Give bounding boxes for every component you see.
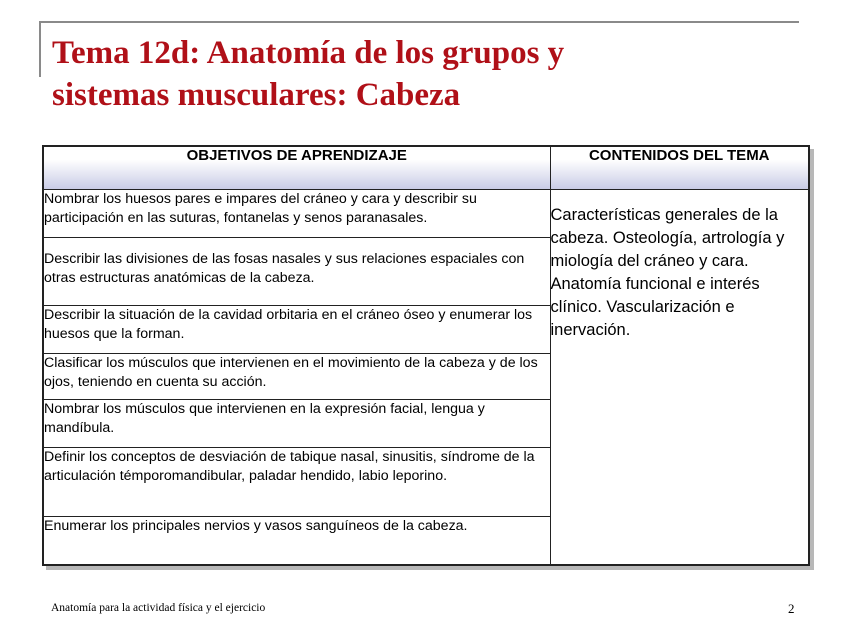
objective-cell: Describir las divisiones de las fosas nasales y sus relaciones espaciales con otras estructuras anatómicas de la cabeza.	[43, 238, 550, 306]
objectives-table	[42, 145, 810, 566]
title-border-left	[39, 21, 41, 77]
objective-cell: Definir los conceptos de desviación de tabique nasal, sinusitis, síndrome de la articulación témporomandibular, paladar hendido, labio leporino.	[43, 448, 550, 517]
contents-cell	[550, 190, 809, 565]
contents-text: Características generales de la cabeza. Osteología, artrología y miología del cráneo y cara. Anatomía funcional e interés clínico. Vascularización e inervación.	[550, 206, 785, 339]
objective-cell: Describir la situación de la cavidad orbitaria en el cráneo óseo y enumerar los huesos que la forman.	[43, 306, 550, 354]
footer-page-number: 2	[788, 601, 795, 616]
objective-cell: Nombrar los huesos pares e impares del cráneo y cara y describir su participación en las suturas, fontanelas y senos paranasales.	[43, 190, 550, 238]
slide-title-line-1: Tema 12d: Anatomía de los grupos y	[52, 35, 565, 71]
footer-course-name: Anatomía para la actividad física y el ejercicio	[51, 602, 266, 614]
title-border-top	[39, 21, 799, 23]
objective-cell: Nombrar los músculos que intervienen en la expresión facial, lengua y mandíbula.	[43, 400, 550, 448]
header-contents: CONTENIDOS DEL TEMA	[550, 146, 809, 190]
slide-title	[52, 32, 822, 116]
table-header-row	[43, 146, 809, 190]
objective-cell: Clasificar los músculos que intervienen en el movimiento de la cabeza y de los ojos, teniendo en cuenta su acción.	[43, 354, 550, 400]
table-row	[43, 190, 809, 238]
slide-title-line-2: sistemas musculares: Cabeza	[52, 77, 461, 113]
objective-cell: Enumerar los principales nervios y vasos sanguíneos de la cabeza.	[43, 517, 550, 565]
header-objectives: OBJETIVOS DE APRENDIZAJE	[43, 146, 550, 190]
